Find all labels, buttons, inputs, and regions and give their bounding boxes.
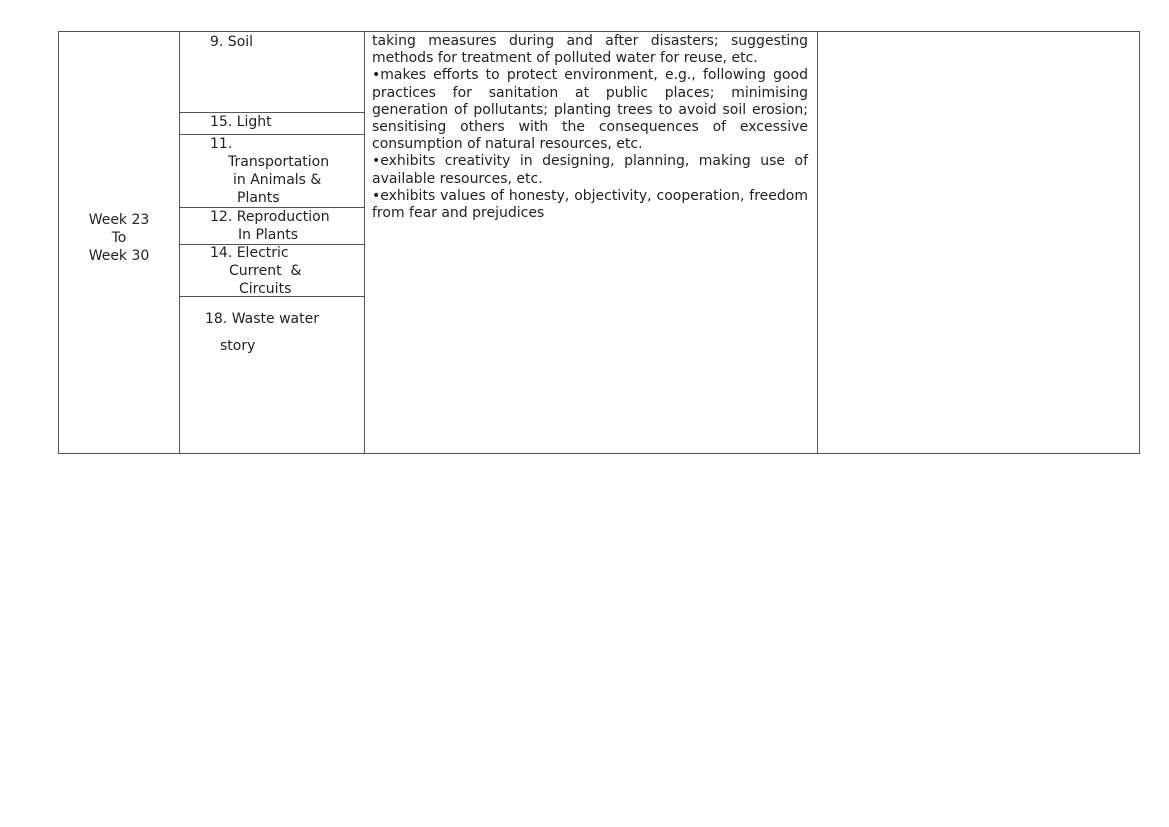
chapter-line: In Plants xyxy=(238,227,299,243)
chapter-line: 14. Electric xyxy=(210,245,289,261)
column-divider xyxy=(364,32,365,453)
outcome-paragraph: taking measures during and after disasters; suggesting methods for treatment of polluted water for reuse, etc. xyxy=(372,33,808,67)
chapter-line: story xyxy=(220,338,256,354)
chapter-line: 15. Light xyxy=(210,114,272,130)
week-start: Week 23 xyxy=(88,212,150,228)
week-range-cell xyxy=(59,211,179,265)
learning-outcomes-cell xyxy=(372,33,808,222)
empty-remarks-cell xyxy=(818,32,1139,453)
chapter-line: in Animals & xyxy=(233,172,322,188)
chapter-electric-current xyxy=(210,244,301,298)
chapter-reproduction xyxy=(210,208,330,244)
outcome-paragraph: •exhibits values of honesty, objectivity, cooperation, freedom from fear and prejudices xyxy=(372,187,808,222)
lesson-plan-table xyxy=(58,31,1140,454)
chapter-line: Plants xyxy=(237,190,280,206)
chapter-line: Transportation xyxy=(228,154,330,170)
chapter-line: Circuits xyxy=(239,281,292,297)
week-end: Week 30 xyxy=(88,248,150,264)
chapter-transportation xyxy=(210,135,360,207)
outcome-paragraph: •exhibits creativity in designing, planning, making use of available resources, etc. xyxy=(372,153,808,187)
chapter-line: 11. xyxy=(210,136,233,152)
column-divider xyxy=(179,32,180,453)
chapter-line: Current & xyxy=(229,263,302,279)
chapter-light xyxy=(210,113,272,131)
chapter-waste-water xyxy=(205,306,319,360)
chapter-line: 12. Reproduction xyxy=(210,209,330,225)
week-to: To xyxy=(111,230,127,246)
chapter-soil xyxy=(210,33,253,51)
chapter-line: 9. Soil xyxy=(210,34,254,50)
chapter-line: 18. Waste water xyxy=(205,311,319,327)
outcome-paragraph: •makes efforts to protect environment, e.g., following good practices for sanitation at public places; minimising generation of pollutants; planting trees to avoid soil erosion; sensitising others with the consequences of excessive consumption of natural resources, etc. xyxy=(372,67,808,153)
